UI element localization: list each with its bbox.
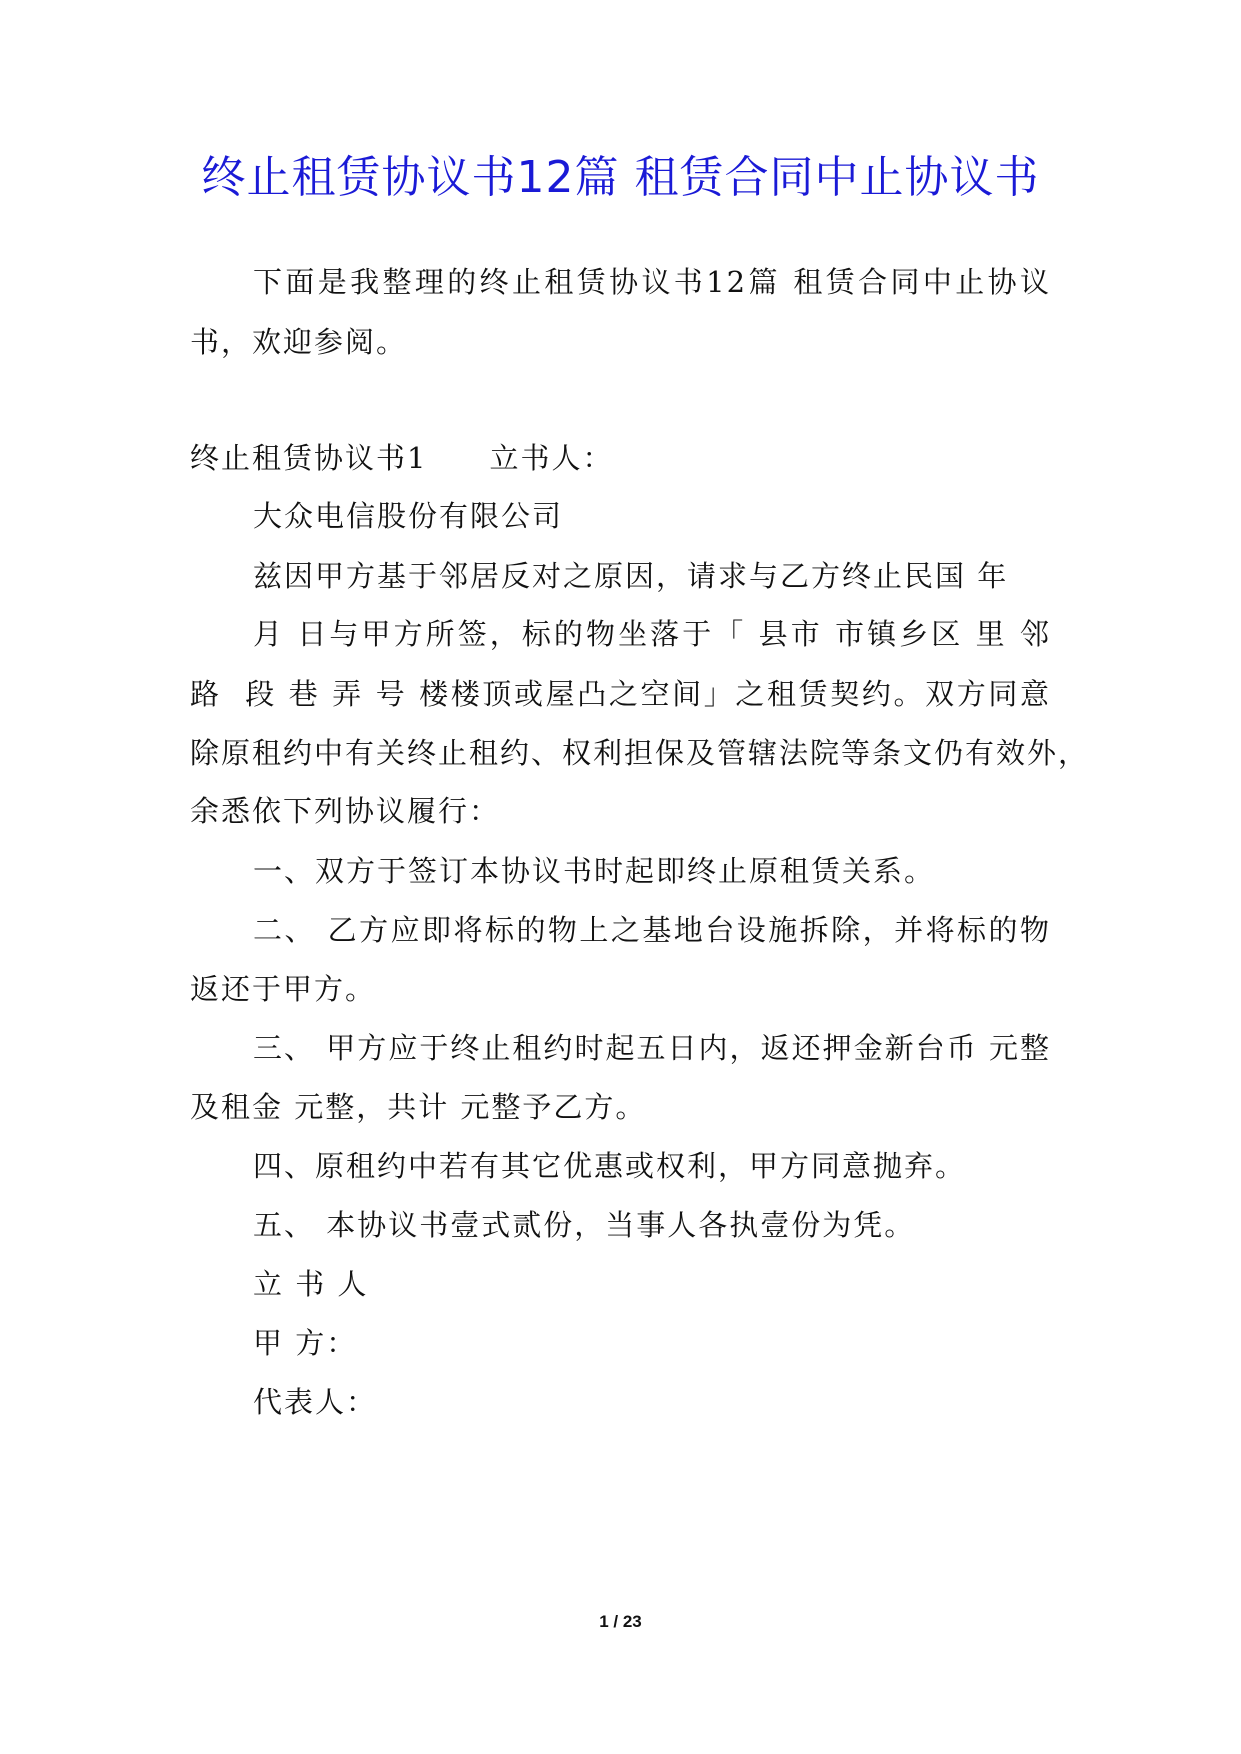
- representative-label: 代表人：: [253, 1385, 378, 1419]
- intro-line-1: 下面是我整理的终止租赁协议书12篇 租赁合同中止协议: [253, 265, 1051, 299]
- clause-3-line-2: 及租金 元整，共计 元整予乙方。: [190, 1090, 647, 1124]
- signatory-heading: 立 书 人: [253, 1267, 369, 1301]
- body-line-1: 兹因甲方基于邻居反对之原因，请求与乙方终止民国 年: [253, 559, 1009, 593]
- clause-2-line-1: 二、 乙方应即将标的物上之基地台设施拆除，并将标的物: [253, 913, 1051, 947]
- clause-4: 四、原租约中若有其它优惠或权利，甲方同意抛弃。: [253, 1149, 967, 1183]
- document-title: 终止租赁协议书12篇 租赁合同中止协议书: [201, 152, 1040, 203]
- clause-1: 一、双方于签订本协议书时起即终止原租赁关系。: [253, 854, 936, 888]
- clause-2-line-2: 返还于甲方。: [190, 972, 377, 1006]
- section-heading: 终止租赁协议书1 立书人：: [190, 441, 614, 475]
- clause-3-line-1: 三、 甲方应于终止租约时起五日内，返还押金新台币 元整: [253, 1031, 1051, 1065]
- company-name: 大众电信股份有限公司: [253, 499, 564, 533]
- body-line-4: 除原租约中有关终止租约、权利担保及管辖法院等条文仍有效外，: [190, 736, 1090, 770]
- clause-5: 五、 本协议书壹式贰份，当事人各执壹份为凭。: [253, 1208, 916, 1242]
- intro-line-2: 书，欢迎参阅。: [190, 325, 408, 359]
- page-number: 1 / 23: [599, 1612, 642, 1631]
- party-a-label: 甲 方：: [253, 1326, 358, 1360]
- body-line-5: 余悉依下列协议履行：: [190, 794, 501, 828]
- body-line-3: 路 段 巷 弄 号 楼楼顶或屋凸之空间」之租赁契约。双方同意: [190, 677, 1051, 711]
- body-line-2: 月 日与甲方所签，标的物坐落于「 县市 市镇乡区 里 邻: [253, 617, 1051, 651]
